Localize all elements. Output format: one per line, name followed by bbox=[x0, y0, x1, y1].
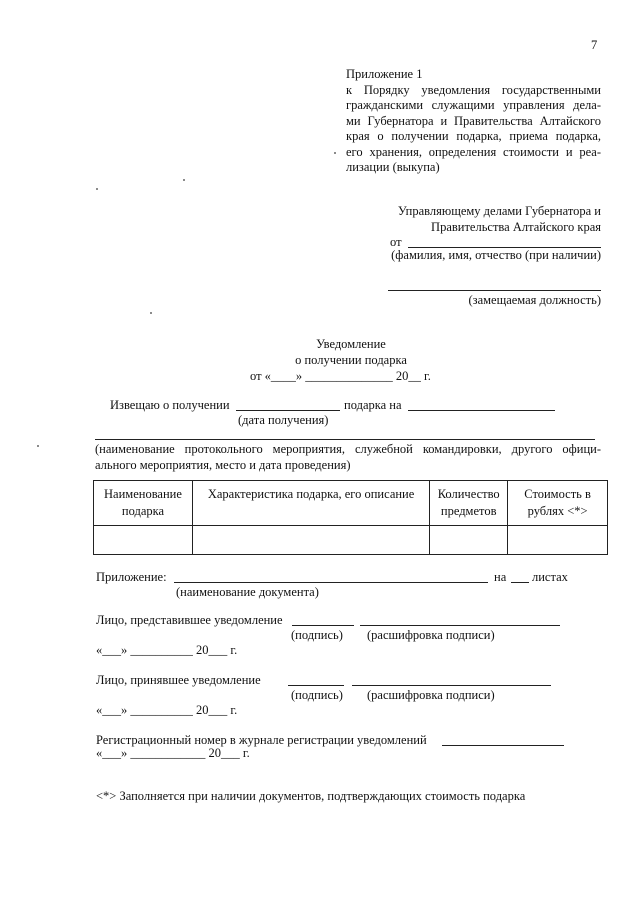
scan-speck bbox=[37, 445, 39, 447]
scan-speck bbox=[150, 312, 152, 314]
accepted-signature-field[interactable] bbox=[288, 685, 344, 686]
addressee-line: Управляющему делами Губернатора и bbox=[397, 204, 601, 218]
registration-label: Регистрационный номер в журнале регистрации уведомлений bbox=[96, 733, 427, 747]
header-quantity: Количество предметов bbox=[430, 481, 508, 526]
receipt-date-field[interactable] bbox=[236, 410, 340, 411]
submitted-decipher-caption: (расшифровка подписи) bbox=[367, 628, 495, 642]
notify-prefix: Извещаю о получении bbox=[110, 398, 230, 412]
submitted-date: «___» __________ 20___ г. bbox=[96, 643, 238, 657]
registration-date: «___» ____________ 20___ г. bbox=[96, 746, 250, 760]
appendix-line: лизации (выкупа) bbox=[346, 160, 440, 174]
scan-speck bbox=[183, 179, 185, 181]
appendix-block bbox=[346, 67, 601, 176]
table-header-row bbox=[94, 481, 608, 526]
addressee-line: Правительства Алтайского края bbox=[431, 220, 601, 234]
accepted-decipher-caption: (расшифровка подписи) bbox=[367, 688, 495, 702]
header-gift-name: Наименование подарка bbox=[94, 481, 193, 526]
fio-caption: (фамилия, имя, отчество (при наличии) bbox=[391, 248, 601, 262]
registration-number-field[interactable] bbox=[442, 745, 564, 746]
submitted-signature-caption: (подпись) bbox=[291, 628, 343, 642]
appendix-line: ми Губернатора и Правительства Алтайского bbox=[346, 113, 601, 128]
from-label: от bbox=[390, 235, 402, 249]
gifts-table bbox=[93, 480, 608, 555]
attachment-sheets: листах bbox=[532, 570, 568, 584]
attachment-field[interactable] bbox=[174, 582, 488, 583]
attachment-caption: (наименование документа) bbox=[176, 585, 319, 599]
appendix-line: края о получении подарка, приема подарка, bbox=[346, 129, 601, 143]
notice-title: Уведомление bbox=[316, 337, 386, 351]
scan-speck bbox=[96, 188, 98, 190]
accepted-signature-caption: (подпись) bbox=[291, 688, 343, 702]
event-caption bbox=[95, 441, 601, 473]
header-cost: Стоимость в рублях <*> bbox=[508, 481, 608, 526]
accepted-decipher-field[interactable] bbox=[352, 685, 551, 686]
event-field[interactable] bbox=[408, 410, 555, 411]
cell-gift-description[interactable] bbox=[192, 526, 429, 555]
appendix-line: гражданскими служащими управления дела- bbox=[346, 98, 601, 112]
event-caption-line: (наименование протокольного мероприятия, служебной командировки, другого офици- bbox=[95, 442, 601, 456]
accepted-label: Лицо, принявшее уведомление bbox=[96, 673, 261, 687]
submitted-signature-field[interactable] bbox=[292, 625, 354, 626]
event-description-field[interactable] bbox=[95, 439, 595, 440]
notice-date: от «____» ______________ 20__ г. bbox=[250, 369, 431, 383]
position-caption: (замещаемая должность) bbox=[468, 293, 601, 307]
header-gift-description: Характеристика подарка, его описание bbox=[192, 481, 429, 526]
sheets-count-field[interactable] bbox=[511, 582, 529, 583]
notify-middle: подарка на bbox=[344, 398, 402, 412]
appendix-line: его хранения, определения стоимости и реа- bbox=[346, 144, 601, 159]
footnote: <*> Заполняется при наличии документов, подтверждающих стоимость подарка bbox=[96, 789, 526, 803]
notice-subtitle: о получении подарка bbox=[295, 353, 407, 367]
page-number: 7 bbox=[591, 38, 598, 52]
scan-speck bbox=[334, 152, 336, 154]
cell-cost[interactable] bbox=[508, 526, 608, 555]
appendix-title: Приложение 1 bbox=[346, 67, 423, 81]
submitted-decipher-field[interactable] bbox=[360, 625, 560, 626]
attachment-label: Приложение: bbox=[96, 570, 167, 584]
attachment-on: на bbox=[494, 570, 507, 584]
event-caption-line: ального мероприятия, место и дата проведения) bbox=[95, 458, 351, 472]
cell-quantity[interactable] bbox=[430, 526, 508, 555]
submitted-label: Лицо, представившее уведомление bbox=[96, 613, 283, 627]
date-caption: (дата получения) bbox=[238, 413, 329, 427]
table-row bbox=[94, 526, 608, 555]
accepted-date: «___» __________ 20___ г. bbox=[96, 703, 238, 717]
position-field[interactable] bbox=[388, 290, 601, 291]
cell-gift-name[interactable] bbox=[94, 526, 193, 555]
appendix-line: к Порядку уведомления государственными bbox=[346, 82, 601, 97]
